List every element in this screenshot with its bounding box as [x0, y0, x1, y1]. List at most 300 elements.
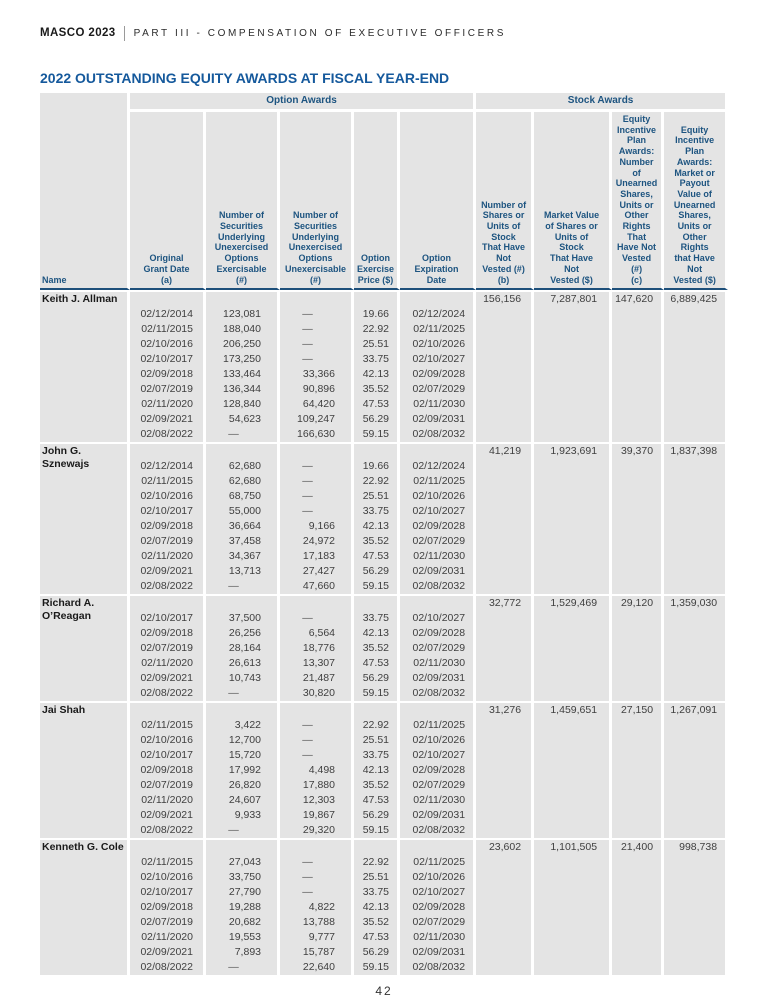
option-row [40, 960, 728, 975]
eip-unearned-cell: 29,120 [612, 594, 664, 611]
empty-cell [534, 855, 612, 870]
grant-date-cell: 02/07/2019 [130, 915, 206, 930]
expiration-date-cell: 02/07/2029 [400, 382, 476, 397]
equity-table-body [40, 290, 728, 975]
empty-cell [534, 352, 612, 367]
options-exercisable-cell: 33,750 [206, 870, 280, 885]
person-row [40, 290, 728, 307]
empty-cell [612, 564, 664, 579]
grant-date-cell: 02/10/2016 [130, 489, 206, 504]
empty-cell [534, 534, 612, 549]
eip-unearned-cell: 39,370 [612, 442, 664, 459]
empty-cell [534, 337, 612, 352]
person-name-cell: Kenneth G. Cole [40, 838, 130, 975]
options-exercisable-cell: 9,933 [206, 808, 280, 823]
expiration-date-cell: 02/09/2028 [400, 519, 476, 534]
empty-cell [476, 322, 534, 337]
options-exercisable-cell: 27,790 [206, 885, 280, 900]
expiration-date-cell: 02/08/2032 [400, 579, 476, 594]
options-exercisable-cell: 55,000 [206, 504, 280, 519]
exercise-price-cell: 59.15 [354, 823, 400, 838]
empty-cell [476, 808, 534, 823]
empty-cell [664, 307, 728, 322]
options-unexercisable-cell: 15,787 [280, 945, 354, 960]
market-value-cell: 1,923,691 [534, 442, 612, 459]
empty-cell [400, 594, 476, 611]
expiration-date-cell: 02/11/2025 [400, 474, 476, 489]
empty-cell [534, 564, 612, 579]
empty-cell [664, 397, 728, 412]
empty-cell [476, 718, 534, 733]
grant-date-cell: 02/07/2019 [130, 534, 206, 549]
options-exercisable-cell: 26,820 [206, 778, 280, 793]
options-unexercisable-cell: 64,420 [280, 397, 354, 412]
options-unexercisable-cell: 90,896 [280, 382, 354, 397]
empty-cell [476, 504, 534, 519]
options-exercisable-cell: 62,680 [206, 474, 280, 489]
empty-cell [612, 641, 664, 656]
empty-cell [612, 382, 664, 397]
shares-not-vested-cell: 41,219 [476, 442, 534, 459]
exercise-price-cell: 42.13 [354, 626, 400, 641]
empty-cell [664, 534, 728, 549]
grant-date-cell: 02/09/2021 [130, 808, 206, 823]
expiration-date-cell: 02/11/2030 [400, 397, 476, 412]
empty-cell [280, 442, 354, 459]
options-exercisable-cell: 7,893 [206, 945, 280, 960]
expiration-date-cell: 02/10/2027 [400, 352, 476, 367]
empty-cell [664, 579, 728, 594]
empty-cell [664, 474, 728, 489]
options-unexercisable-cell: 4,822 [280, 900, 354, 915]
grant-date-cell: 02/10/2016 [130, 337, 206, 352]
options-exercisable-cell: 128,840 [206, 397, 280, 412]
options-unexercisable-cell: 33,366 [280, 367, 354, 382]
empty-cell [400, 838, 476, 855]
expiration-date-cell: 02/12/2024 [400, 307, 476, 322]
empty-cell [664, 930, 728, 945]
grant-date-cell: 02/09/2018 [130, 519, 206, 534]
empty-cell [354, 442, 400, 459]
grant-date-cell: 02/09/2018 [130, 367, 206, 382]
options-exercisable-cell: — [206, 823, 280, 838]
empty-cell [534, 549, 612, 564]
column-header-eip-unearned: Equity Incentive Plan Awards: Number of Unearned Shares, Units or Other Rights That Have Not Vested (#) (c) [612, 112, 664, 290]
empty-cell [664, 900, 728, 915]
expiration-date-cell: 02/10/2027 [400, 611, 476, 626]
expiration-date-cell: 02/09/2031 [400, 808, 476, 823]
empty-cell [476, 382, 534, 397]
option-row [40, 427, 728, 442]
grant-date-cell: 02/11/2020 [130, 793, 206, 808]
empty-cell [534, 459, 612, 474]
empty-cell [400, 442, 476, 459]
column-header-grant-date: Original Grant Date (a) [130, 112, 206, 290]
options-unexercisable-cell: 18,776 [280, 641, 354, 656]
options-exercisable-cell: 26,256 [206, 626, 280, 641]
running-header [40, 25, 728, 41]
empty-cell [664, 641, 728, 656]
grant-date-cell: 02/12/2014 [130, 459, 206, 474]
options-exercisable-cell: 34,367 [206, 549, 280, 564]
empty-cell [476, 870, 534, 885]
empty-cell [476, 748, 534, 763]
empty-cell [612, 489, 664, 504]
empty-cell [280, 701, 354, 718]
empty-cell [664, 885, 728, 900]
grant-date-cell: 02/09/2018 [130, 763, 206, 778]
options-unexercisable-cell: — [280, 748, 354, 763]
empty-cell [664, 778, 728, 793]
option-row [40, 778, 728, 793]
empty-cell [476, 307, 534, 322]
empty-cell [534, 519, 612, 534]
empty-cell [534, 900, 612, 915]
exercise-price-cell: 56.29 [354, 808, 400, 823]
exercise-price-cell: 19.66 [354, 307, 400, 322]
option-row [40, 337, 728, 352]
exercise-price-cell: 22.92 [354, 718, 400, 733]
expiration-date-cell: 02/09/2028 [400, 763, 476, 778]
expiration-date-cell: 02/10/2026 [400, 733, 476, 748]
empty-cell [612, 718, 664, 733]
empty-cell [612, 930, 664, 945]
brand-label: MASCO 2023 [40, 27, 116, 39]
empty-cell [476, 549, 534, 564]
header-divider [124, 26, 125, 41]
expiration-date-cell: 02/09/2031 [400, 945, 476, 960]
empty-cell [534, 686, 612, 701]
grant-date-cell: 02/08/2022 [130, 960, 206, 975]
expiration-date-cell: 02/11/2025 [400, 855, 476, 870]
expiration-date-cell: 02/08/2032 [400, 686, 476, 701]
options-unexercisable-cell: — [280, 474, 354, 489]
grant-date-cell: 02/09/2018 [130, 626, 206, 641]
exercise-price-cell: 59.15 [354, 686, 400, 701]
empty-cell [664, 763, 728, 778]
options-exercisable-cell: 173,250 [206, 352, 280, 367]
empty-cell [612, 778, 664, 793]
option-row [40, 748, 728, 763]
empty-cell [612, 367, 664, 382]
grant-date-cell: 02/11/2020 [130, 549, 206, 564]
empty-cell [476, 534, 534, 549]
empty-cell [280, 290, 354, 307]
empty-cell [534, 763, 612, 778]
grant-date-cell: 02/11/2015 [130, 322, 206, 337]
empty-cell [612, 915, 664, 930]
empty-cell [534, 808, 612, 823]
empty-cell [476, 626, 534, 641]
empty-cell [476, 945, 534, 960]
grant-date-cell: 02/08/2022 [130, 823, 206, 838]
options-unexercisable-cell: 17,183 [280, 549, 354, 564]
empty-cell [664, 793, 728, 808]
exercise-price-cell: 35.52 [354, 534, 400, 549]
empty-cell [664, 459, 728, 474]
expiration-date-cell: 02/10/2026 [400, 870, 476, 885]
option-row [40, 307, 728, 322]
option-row [40, 519, 728, 534]
expiration-date-cell: 02/10/2027 [400, 504, 476, 519]
options-unexercisable-cell: — [280, 718, 354, 733]
eip-unearned-cell: 27,150 [612, 701, 664, 718]
expiration-date-cell: 02/07/2029 [400, 778, 476, 793]
empty-cell [534, 611, 612, 626]
options-exercisable-cell: 123,081 [206, 307, 280, 322]
options-unexercisable-cell: 29,320 [280, 823, 354, 838]
grant-date-cell: 02/07/2019 [130, 641, 206, 656]
expiration-date-cell: 02/11/2030 [400, 549, 476, 564]
grant-date-cell: 02/10/2017 [130, 504, 206, 519]
grant-date-cell: 02/07/2019 [130, 778, 206, 793]
option-row [40, 870, 728, 885]
column-header-name: Name [40, 93, 130, 290]
grant-date-cell: 02/09/2021 [130, 945, 206, 960]
grant-date-cell: 02/10/2017 [130, 611, 206, 626]
empty-cell [476, 960, 534, 975]
grant-date-cell: 02/08/2022 [130, 427, 206, 442]
exercise-price-cell: 59.15 [354, 579, 400, 594]
empty-cell [476, 671, 534, 686]
empty-cell [476, 427, 534, 442]
market-value-cell: 1,459,651 [534, 701, 612, 718]
empty-cell [476, 733, 534, 748]
options-exercisable-cell: 37,458 [206, 534, 280, 549]
empty-cell [476, 611, 534, 626]
empty-cell [664, 855, 728, 870]
grant-date-cell: 02/10/2017 [130, 748, 206, 763]
empty-cell [664, 504, 728, 519]
group-header-stock-awards: Stock Awards [476, 93, 728, 112]
empty-cell [612, 855, 664, 870]
options-exercisable-cell: 13,713 [206, 564, 280, 579]
column-header-exercise-price: Option Exercise Price ($) [354, 112, 400, 290]
person-name-cell: Richard A. O’Reagan [40, 594, 130, 701]
empty-cell [664, 808, 728, 823]
exercise-price-cell: 42.13 [354, 367, 400, 382]
grant-date-cell: 02/11/2020 [130, 397, 206, 412]
market-value-cell: 7,287,801 [534, 290, 612, 307]
exercise-price-cell: 33.75 [354, 885, 400, 900]
empty-cell [612, 579, 664, 594]
expiration-date-cell: 02/09/2031 [400, 671, 476, 686]
grant-date-cell: 02/08/2022 [130, 579, 206, 594]
expiration-date-cell: 02/09/2028 [400, 900, 476, 915]
expiration-date-cell: 02/07/2029 [400, 915, 476, 930]
expiration-date-cell: 02/09/2028 [400, 626, 476, 641]
exercise-price-cell: 47.53 [354, 656, 400, 671]
grant-date-cell: 02/10/2016 [130, 733, 206, 748]
empty-cell [612, 900, 664, 915]
option-row [40, 412, 728, 427]
empty-cell [206, 594, 280, 611]
options-exercisable-cell: 206,250 [206, 337, 280, 352]
options-unexercisable-cell: 24,972 [280, 534, 354, 549]
empty-cell [534, 579, 612, 594]
options-unexercisable-cell: — [280, 352, 354, 367]
expiration-date-cell: 02/11/2025 [400, 322, 476, 337]
column-header-unexercisable: Number of Securities Underlying Unexercised Options Unexercisable (#) [280, 112, 354, 290]
exercise-price-cell: 33.75 [354, 611, 400, 626]
empty-cell [664, 748, 728, 763]
empty-cell [534, 945, 612, 960]
options-unexercisable-cell: 19,867 [280, 808, 354, 823]
eip-payout-cell: 1,359,030 [664, 594, 728, 611]
empty-cell [612, 427, 664, 442]
empty-cell [612, 793, 664, 808]
column-header-market-value: Market Value of Shares or Units of Stock That Have Not Vested ($) [534, 112, 612, 290]
empty-cell [354, 838, 400, 855]
options-exercisable-cell: 10,743 [206, 671, 280, 686]
eip-payout-cell: 6,889,425 [664, 290, 728, 307]
empty-cell [476, 367, 534, 382]
empty-cell [664, 671, 728, 686]
empty-cell [534, 626, 612, 641]
empty-cell [476, 885, 534, 900]
options-unexercisable-cell: — [280, 322, 354, 337]
column-header-shares-not-vested: Number of Shares or Units of Stock That Have Not Vested (#) (b) [476, 112, 534, 290]
empty-cell [664, 915, 728, 930]
grant-date-cell: 02/11/2015 [130, 855, 206, 870]
option-row [40, 352, 728, 367]
exercise-price-cell: 42.13 [354, 519, 400, 534]
option-row [40, 611, 728, 626]
expiration-date-cell: 02/11/2030 [400, 930, 476, 945]
empty-cell [476, 823, 534, 838]
option-row [40, 549, 728, 564]
group-header-option-awards: Option Awards [130, 93, 476, 112]
person-row [40, 701, 728, 718]
exercise-price-cell: 25.51 [354, 733, 400, 748]
exercise-price-cell: 33.75 [354, 748, 400, 763]
empty-cell [476, 778, 534, 793]
grant-date-cell: 02/09/2021 [130, 564, 206, 579]
part-section-label: PART III - COMPENSATION OF EXECUTIVE OFFICERS [133, 27, 506, 39]
option-row [40, 397, 728, 412]
empty-cell [476, 686, 534, 701]
empty-cell [534, 504, 612, 519]
exercise-price-cell: 25.51 [354, 337, 400, 352]
person-row [40, 838, 728, 855]
expiration-date-cell: 02/12/2024 [400, 459, 476, 474]
empty-cell [476, 793, 534, 808]
options-exercisable-cell: 12,700 [206, 733, 280, 748]
empty-cell [612, 504, 664, 519]
options-exercisable-cell: 36,664 [206, 519, 280, 534]
expiration-date-cell: 02/10/2026 [400, 337, 476, 352]
exercise-price-cell: 59.15 [354, 960, 400, 975]
empty-cell [534, 641, 612, 656]
grant-date-cell: 02/07/2019 [130, 382, 206, 397]
exercise-price-cell: 59.15 [354, 427, 400, 442]
options-unexercisable-cell: 9,777 [280, 930, 354, 945]
empty-cell [534, 960, 612, 975]
options-exercisable-cell: 28,164 [206, 641, 280, 656]
exercise-price-cell: 56.29 [354, 671, 400, 686]
options-exercisable-cell: 24,607 [206, 793, 280, 808]
empty-cell [280, 838, 354, 855]
empty-cell [664, 549, 728, 564]
shares-not-vested-cell: 32,772 [476, 594, 534, 611]
empty-cell [612, 337, 664, 352]
empty-cell [534, 427, 612, 442]
empty-cell [664, 337, 728, 352]
options-unexercisable-cell: 13,788 [280, 915, 354, 930]
options-exercisable-cell: — [206, 686, 280, 701]
empty-cell [664, 412, 728, 427]
empty-cell [354, 594, 400, 611]
empty-cell [534, 930, 612, 945]
exercise-price-cell: 22.92 [354, 855, 400, 870]
exercise-price-cell: 35.52 [354, 778, 400, 793]
eip-payout-cell: 1,837,398 [664, 442, 728, 459]
option-row [40, 564, 728, 579]
empty-cell [534, 885, 612, 900]
exercise-price-cell: 35.52 [354, 915, 400, 930]
empty-cell [130, 290, 206, 307]
expiration-date-cell: 02/10/2026 [400, 489, 476, 504]
empty-cell [612, 397, 664, 412]
empty-cell [476, 337, 534, 352]
expiration-date-cell: 02/07/2029 [400, 641, 476, 656]
expiration-date-cell: 02/08/2032 [400, 823, 476, 838]
market-value-cell: 1,529,469 [534, 594, 612, 611]
options-unexercisable-cell: 27,427 [280, 564, 354, 579]
options-unexercisable-cell: 12,303 [280, 793, 354, 808]
empty-cell [534, 307, 612, 322]
exercise-price-cell: 33.75 [354, 504, 400, 519]
exercise-price-cell: 35.52 [354, 641, 400, 656]
empty-cell [612, 960, 664, 975]
options-exercisable-cell: 54,623 [206, 412, 280, 427]
options-unexercisable-cell: — [280, 337, 354, 352]
empty-cell [354, 290, 400, 307]
empty-cell [400, 290, 476, 307]
empty-cell [612, 808, 664, 823]
empty-cell [354, 701, 400, 718]
option-row [40, 489, 728, 504]
empty-cell [612, 823, 664, 838]
options-exercisable-cell: 19,553 [206, 930, 280, 945]
expiration-date-cell: 02/08/2032 [400, 427, 476, 442]
exercise-price-cell: 22.92 [354, 474, 400, 489]
empty-cell [476, 579, 534, 594]
empty-cell [534, 322, 612, 337]
options-exercisable-cell: 136,344 [206, 382, 280, 397]
empty-cell [476, 397, 534, 412]
eip-payout-cell: 998,738 [664, 838, 728, 855]
exercise-price-cell: 56.29 [354, 945, 400, 960]
option-row [40, 671, 728, 686]
options-unexercisable-cell: 166,630 [280, 427, 354, 442]
group-header-row [40, 93, 728, 112]
shares-not-vested-cell: 31,276 [476, 701, 534, 718]
empty-cell [534, 748, 612, 763]
empty-cell [280, 594, 354, 611]
empty-cell [664, 656, 728, 671]
empty-cell [612, 870, 664, 885]
option-row [40, 474, 728, 489]
column-header-row [40, 112, 728, 290]
empty-cell [612, 534, 664, 549]
empty-cell [130, 442, 206, 459]
empty-cell [534, 489, 612, 504]
option-row [40, 915, 728, 930]
empty-cell [612, 307, 664, 322]
empty-cell [206, 290, 280, 307]
expiration-date-cell: 02/10/2027 [400, 885, 476, 900]
